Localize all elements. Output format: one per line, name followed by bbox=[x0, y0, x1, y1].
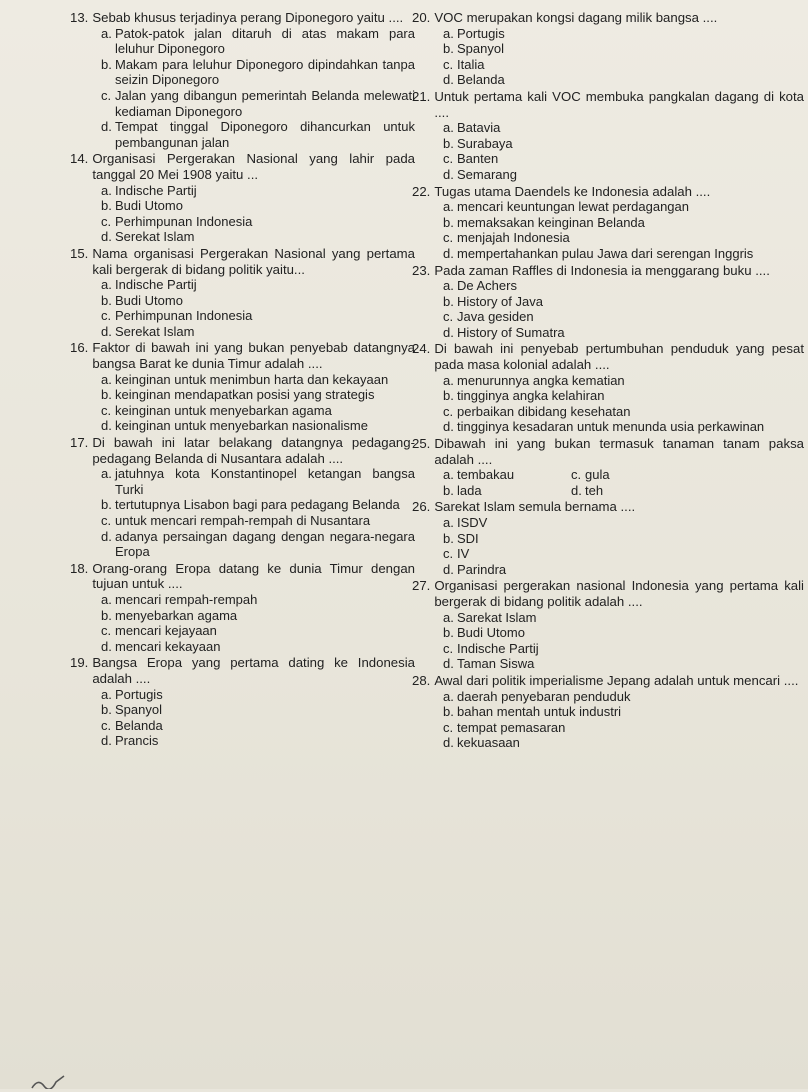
question-block bbox=[412, 10, 804, 88]
option-text: keinginan untuk menyebarkan agama bbox=[115, 402, 332, 418]
option-label: d. bbox=[443, 245, 454, 261]
option-label: d. bbox=[101, 323, 112, 339]
question-text: Sarekat Islam semula bernama .... bbox=[434, 499, 636, 515]
option-label: d. bbox=[101, 418, 112, 434]
option-text: Indische Partij bbox=[457, 640, 539, 656]
option-text: Budi Utomo bbox=[457, 625, 525, 641]
option-label: d. bbox=[101, 528, 112, 544]
question-stem bbox=[412, 263, 804, 279]
option-label: b. bbox=[443, 41, 454, 57]
option-text: Surabaya bbox=[457, 135, 513, 151]
answer-option bbox=[70, 466, 415, 497]
answer-option bbox=[70, 497, 415, 513]
option-label: a. bbox=[101, 371, 112, 387]
option-text: lada bbox=[457, 482, 482, 498]
question-number: 24. bbox=[412, 341, 431, 357]
option-text: tingginya kesadaran untuk menunda usia perkawinan bbox=[457, 419, 765, 435]
option-text: Portugis bbox=[115, 686, 163, 702]
answer-option bbox=[70, 718, 415, 734]
option-label: c. bbox=[443, 403, 454, 419]
answer-option bbox=[70, 608, 415, 624]
question-text: Organisasi Pergerakan Nasional yang lahir pada tanggal 20 Mei 1908 yaitu ... bbox=[92, 151, 415, 182]
answer-option bbox=[412, 215, 804, 231]
answer-option bbox=[412, 41, 804, 57]
answer-option bbox=[412, 388, 804, 404]
option-text: teh bbox=[585, 482, 604, 498]
question-text: Dibawah ini yang bukan termasuk tanaman tanam paksa adalah .... bbox=[434, 436, 804, 467]
answer-option bbox=[70, 529, 415, 560]
option-text: Taman Siswa bbox=[457, 656, 535, 672]
option-text: Budi Utomo bbox=[115, 292, 183, 308]
option-text: tempat pemasaran bbox=[457, 719, 566, 735]
option-label: c. bbox=[443, 56, 454, 72]
question-block bbox=[412, 436, 804, 498]
answer-option bbox=[412, 689, 804, 705]
answer-option bbox=[70, 277, 415, 293]
question-block bbox=[70, 340, 415, 434]
option-text: Batavia bbox=[457, 120, 501, 136]
question-stem bbox=[70, 655, 415, 686]
question-block bbox=[70, 246, 415, 340]
question-stem bbox=[70, 151, 415, 182]
option-text: Perhimpunan Indonesia bbox=[115, 213, 253, 229]
option-label: b. bbox=[443, 135, 454, 151]
question-number: 14. bbox=[70, 151, 89, 167]
option-label: d. bbox=[101, 229, 112, 245]
option-text: tingginya angka kelahiran bbox=[457, 388, 605, 404]
question-text: Sebab khusus terjadinya perang Diponegoro yaitu .... bbox=[92, 10, 404, 25]
option-text: History of Sumatra bbox=[457, 324, 565, 340]
question-stem bbox=[70, 246, 415, 277]
question-number: 25. bbox=[412, 436, 431, 452]
option-label: c. bbox=[101, 308, 112, 324]
question-text: Bangsa Eropa yang pertama dating ke Indonesia adalah .... bbox=[92, 655, 415, 686]
option-label: d. bbox=[571, 482, 582, 498]
answer-option bbox=[70, 592, 415, 608]
question-number: 28. bbox=[412, 672, 431, 688]
answer-option bbox=[70, 403, 415, 419]
answer-option bbox=[412, 120, 804, 136]
option-label: b. bbox=[443, 530, 454, 546]
option-text: mencari keuntungan lewat perdagangan bbox=[457, 199, 690, 215]
answer-option bbox=[70, 183, 415, 199]
option-text: menyebarkan agama bbox=[115, 607, 238, 623]
answer-option bbox=[70, 387, 415, 403]
answer-option bbox=[70, 324, 415, 340]
answer-option bbox=[70, 418, 415, 434]
option-label: d. bbox=[443, 324, 454, 340]
answer-option bbox=[412, 419, 804, 435]
option-text: Spanyol bbox=[115, 702, 162, 718]
option-text: Portugis bbox=[457, 25, 505, 41]
question-text: Faktor di bawah ini yang bukan penyebab datangnya bangsa Barat ke dunia Timur adalah .... bbox=[92, 340, 415, 372]
answer-option bbox=[70, 57, 415, 88]
option-label: c. bbox=[101, 402, 112, 418]
option-text: untuk mencari rempah-rempah di Nusantara bbox=[115, 513, 371, 528]
question-block bbox=[70, 435, 415, 560]
option-text: gula bbox=[585, 467, 610, 483]
option-label: b. bbox=[443, 704, 454, 720]
option-label: d. bbox=[443, 656, 454, 672]
question-number: 21. bbox=[412, 88, 431, 104]
option-label: a. bbox=[443, 278, 454, 294]
option-text: mencari kekayaan bbox=[115, 638, 221, 654]
option-label: c. bbox=[443, 546, 454, 562]
option-text: Sarekat Islam bbox=[457, 609, 537, 625]
question-block bbox=[412, 499, 804, 577]
option-label: b. bbox=[101, 56, 112, 72]
option-label: a. bbox=[101, 591, 112, 607]
option-text: Jalan yang dibangun pemerintah Belanda melewati kediaman Diponegoro bbox=[115, 87, 415, 119]
option-text: menurunnya angka kematian bbox=[457, 372, 625, 388]
answer-option bbox=[412, 735, 804, 751]
option-label: a. bbox=[101, 466, 112, 482]
option-label: a. bbox=[101, 25, 112, 41]
question-text: Organisasi pergerakan nasional Indonesia yang pertama kali bergerak di bidang politik adalah .... bbox=[434, 578, 804, 609]
question-stem bbox=[412, 10, 804, 26]
option-text: perbaikan dibidang kesehatan bbox=[457, 403, 631, 419]
question-stem bbox=[412, 89, 804, 120]
option-label: c. bbox=[443, 640, 454, 656]
question-stem bbox=[412, 436, 804, 467]
option-text: mempertahankan pulau Jawa dari serengan Inggris bbox=[457, 245, 754, 261]
question-text: Orang-orang Eropa datang ke dunia Timur dengan tujuan untuk .... bbox=[92, 560, 415, 592]
answer-option bbox=[412, 704, 804, 720]
option-label: c. bbox=[443, 309, 454, 325]
answer-option bbox=[412, 246, 804, 262]
question-stem bbox=[70, 435, 415, 466]
option-label: a. bbox=[443, 515, 454, 530]
option-label: b. bbox=[101, 497, 112, 513]
question-stem bbox=[70, 10, 415, 26]
question-stem bbox=[70, 561, 415, 592]
option-label: b. bbox=[443, 388, 454, 404]
answer-option bbox=[412, 136, 804, 152]
option-label: a. bbox=[443, 467, 454, 483]
left-column bbox=[70, 10, 415, 750]
question-number: 26. bbox=[412, 499, 431, 515]
question-stem bbox=[412, 341, 804, 372]
option-label: b. bbox=[101, 387, 112, 403]
question-number: 22. bbox=[412, 183, 431, 199]
answer-option-row bbox=[412, 467, 804, 483]
answer-option bbox=[70, 26, 415, 57]
option-text: Makam para leluhur Diponegoro dipindahkan tanpa seizin Diponegoro bbox=[115, 56, 415, 88]
option-label: b. bbox=[443, 625, 454, 641]
option-text: Semarang bbox=[457, 166, 517, 182]
option-label: d. bbox=[101, 733, 112, 749]
option-label: d. bbox=[443, 166, 454, 182]
scribble-icon bbox=[30, 1072, 70, 1089]
question-block bbox=[412, 341, 804, 435]
option-text: mencari kejayaan bbox=[115, 623, 217, 639]
answer-option bbox=[412, 562, 804, 578]
option-text: Serekat Islam bbox=[115, 323, 195, 339]
option-label: b. bbox=[443, 214, 454, 230]
option-text: daerah penyebaran penduduk bbox=[457, 688, 631, 704]
page-corner-scribble bbox=[30, 1072, 70, 1089]
answer-option bbox=[412, 72, 804, 88]
question-stem bbox=[412, 673, 804, 689]
question-block bbox=[70, 10, 415, 150]
answer-option bbox=[443, 467, 571, 483]
option-text: keinginan mendapatkan posisi yang strategis bbox=[115, 387, 375, 403]
option-label: d. bbox=[101, 119, 112, 135]
option-label: c. bbox=[443, 151, 454, 167]
answer-option bbox=[70, 88, 415, 119]
answer-option bbox=[412, 515, 804, 531]
option-text: tertutupnya Lisabon bagi para pedagang Belanda bbox=[115, 497, 400, 513]
option-text: memaksakan keinginan Belanda bbox=[457, 214, 645, 230]
option-text: Belanda bbox=[457, 72, 505, 88]
answer-option bbox=[70, 198, 415, 214]
question-block bbox=[70, 151, 415, 245]
question-block bbox=[412, 89, 804, 183]
option-label: a. bbox=[101, 277, 112, 293]
answer-option bbox=[443, 483, 571, 499]
answer-option bbox=[70, 293, 415, 309]
answer-option bbox=[412, 720, 804, 736]
option-label: a. bbox=[443, 609, 454, 625]
option-text: mencari rempah-rempah bbox=[115, 591, 258, 607]
option-label: b. bbox=[443, 482, 454, 498]
question-block bbox=[70, 561, 415, 655]
answer-option bbox=[70, 119, 415, 150]
option-label: a. bbox=[101, 686, 112, 702]
option-text: Perhimpunan Indonesia bbox=[115, 308, 253, 324]
question-number: 19. bbox=[70, 655, 89, 671]
option-text: SDI bbox=[457, 530, 479, 546]
question-text: Pada zaman Raffles di Indonesia ia menggarang buku .... bbox=[434, 262, 770, 278]
right-column bbox=[412, 10, 804, 752]
answer-option bbox=[70, 308, 415, 324]
answer-option bbox=[412, 26, 804, 42]
option-label: d. bbox=[101, 638, 112, 654]
option-text: IV bbox=[457, 546, 470, 562]
option-text: keinginan untuk menyebarkan nasionalisme bbox=[115, 418, 368, 434]
answer-option bbox=[412, 230, 804, 246]
question-text: Nama organisasi Pergerakan Nasional yang pertama kali bergerak di bidang politik yaitu... bbox=[92, 245, 415, 277]
answer-option bbox=[70, 733, 415, 749]
question-number: 13. bbox=[70, 10, 89, 25]
question-text: Di bawah ini latar belakang datangnya pedagang-pedagang Belanda di Nusantara adalah .... bbox=[92, 435, 415, 466]
option-text: History of Java bbox=[457, 293, 543, 309]
option-label: d. bbox=[443, 561, 454, 577]
option-label: a. bbox=[443, 25, 454, 41]
answer-option bbox=[412, 325, 804, 341]
answer-option bbox=[412, 199, 804, 215]
question-number: 23. bbox=[412, 262, 431, 278]
question-number: 15. bbox=[70, 245, 89, 261]
option-label: c. bbox=[101, 87, 112, 103]
question-stem bbox=[412, 184, 804, 200]
answer-option bbox=[70, 372, 415, 388]
option-label: c. bbox=[101, 513, 112, 528]
question-block bbox=[412, 184, 804, 262]
answer-option bbox=[412, 278, 804, 294]
option-text: Indische Partij bbox=[115, 182, 197, 198]
option-text: Patok-patok jalan ditaruh di atas makam para leluhur Diponegoro bbox=[115, 25, 415, 57]
question-text: Tugas utama Daendels ke Indonesia adalah .... bbox=[434, 183, 711, 199]
question-number: 17. bbox=[70, 435, 89, 451]
answer-option bbox=[70, 513, 415, 529]
question-number: 27. bbox=[412, 578, 431, 594]
question-text: VOC merupakan kongsi dagang milik bangsa .... bbox=[434, 10, 718, 25]
option-text: Italia bbox=[457, 56, 485, 72]
option-label: d. bbox=[443, 735, 454, 751]
option-text: menjajah Indonesia bbox=[457, 230, 570, 246]
option-text: Spanyol bbox=[457, 41, 504, 57]
question-stem bbox=[412, 499, 804, 515]
answer-option bbox=[412, 625, 804, 641]
question-block bbox=[412, 578, 804, 672]
option-text: Serekat Islam bbox=[115, 229, 195, 245]
option-text: bahan mentah untuk industri bbox=[457, 704, 622, 720]
answer-option bbox=[412, 373, 804, 389]
question-text: Di bawah ini penyebab pertumbuhan penduduk yang pesat pada masa kolonial adalah .... bbox=[434, 341, 804, 373]
option-label: a. bbox=[443, 372, 454, 388]
option-label: c. bbox=[571, 467, 582, 483]
option-label: b. bbox=[443, 293, 454, 309]
option-label: c. bbox=[101, 623, 112, 639]
option-label: b. bbox=[101, 607, 112, 623]
option-label: a. bbox=[443, 688, 454, 704]
option-label: c. bbox=[443, 230, 454, 246]
answer-option bbox=[412, 151, 804, 167]
option-text: Banten bbox=[457, 151, 499, 167]
answer-option bbox=[70, 687, 415, 703]
answer-option bbox=[412, 531, 804, 547]
option-label: c. bbox=[101, 717, 112, 733]
option-text: Java gesiden bbox=[457, 309, 534, 325]
option-label: b. bbox=[101, 198, 112, 214]
option-text: ISDV bbox=[457, 515, 488, 530]
option-label: d. bbox=[443, 419, 454, 435]
answer-option bbox=[412, 294, 804, 310]
question-text: Untuk pertama kali VOC membuka pangkalan dagang di kota .... bbox=[434, 88, 804, 120]
answer-option bbox=[412, 610, 804, 626]
answer-option bbox=[70, 229, 415, 245]
option-text: Prancis bbox=[115, 733, 159, 749]
answer-option-row bbox=[412, 483, 804, 499]
answer-option bbox=[412, 404, 804, 420]
option-label: a. bbox=[443, 120, 454, 136]
option-label: a. bbox=[101, 182, 112, 198]
option-text: tembakau bbox=[457, 467, 515, 483]
option-text: Parindra bbox=[457, 561, 507, 577]
question-block bbox=[412, 673, 804, 751]
answer-option bbox=[412, 656, 804, 672]
answer-option bbox=[571, 467, 699, 483]
option-text: jatuhnya kota Konstantinopel ketangan bangsa Turki bbox=[115, 466, 415, 497]
question-text: Awal dari politik imperialisme Jepang adalah untuk mencari .... bbox=[434, 672, 799, 688]
answer-option bbox=[412, 309, 804, 325]
option-label: c. bbox=[443, 719, 454, 735]
option-text: De Achers bbox=[457, 278, 517, 294]
question-number: 18. bbox=[70, 560, 89, 576]
answer-option bbox=[70, 214, 415, 230]
option-text: Budi Utomo bbox=[115, 198, 183, 214]
option-label: a. bbox=[443, 199, 454, 215]
answer-option bbox=[412, 167, 804, 183]
answer-option bbox=[571, 483, 699, 499]
question-block bbox=[412, 263, 804, 341]
option-label: b. bbox=[101, 702, 112, 718]
option-text: kekuasaan bbox=[457, 735, 520, 751]
answer-option bbox=[412, 57, 804, 73]
answer-option bbox=[70, 639, 415, 655]
question-number: 16. bbox=[70, 340, 89, 356]
option-text: adanya persaingan dagang dengan negara-negara Eropa bbox=[115, 528, 415, 560]
question-block bbox=[70, 655, 415, 749]
option-label: d. bbox=[443, 72, 454, 88]
option-text: Belanda bbox=[115, 717, 163, 733]
option-text: Tempat tinggal Diponegoro dihancurkan untuk pembangunan jalan bbox=[115, 119, 415, 150]
option-text: keinginan untuk menimbun harta dan kekayaan bbox=[115, 371, 389, 387]
question-stem bbox=[412, 578, 804, 609]
answer-option bbox=[70, 702, 415, 718]
answer-option bbox=[412, 546, 804, 562]
option-label: c. bbox=[101, 213, 112, 229]
option-label: b. bbox=[101, 292, 112, 308]
option-text: Indische Partij bbox=[115, 277, 197, 293]
answer-option bbox=[70, 623, 415, 639]
question-number: 20. bbox=[412, 10, 431, 25]
question-stem bbox=[70, 340, 415, 371]
answer-option bbox=[412, 641, 804, 657]
